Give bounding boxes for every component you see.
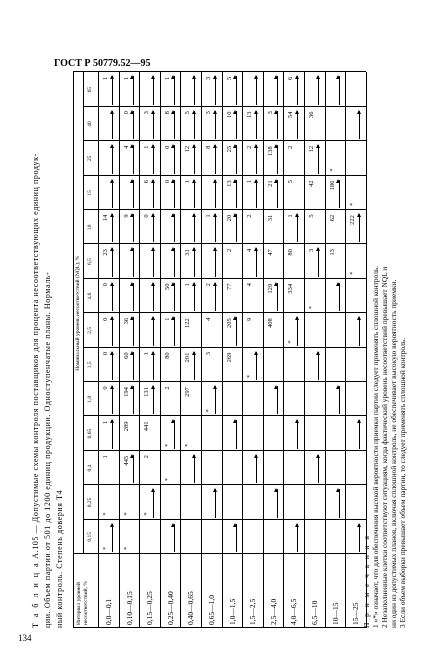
plan-value: 0 <box>102 317 109 321</box>
plan-value: 13 <box>328 249 336 256</box>
arrow-segment <box>112 214 113 242</box>
row-header: 2,5—4,0 <box>268 598 278 625</box>
plan-value: 131 <box>143 387 151 397</box>
plan-value: 42 <box>308 180 315 187</box>
full-inspection-mark: * <box>328 168 336 172</box>
arrow-segment <box>112 111 113 139</box>
plan-value: 0 <box>102 386 109 390</box>
arrow-segment <box>112 352 113 380</box>
row-separator <box>263 72 264 628</box>
full-inspection-mark: * <box>246 374 254 378</box>
plan-value: 4 <box>246 283 254 287</box>
arrow-segment <box>153 489 154 517</box>
plan-value: 3 <box>143 111 151 115</box>
arrow-segment <box>215 111 216 139</box>
arrow-segment <box>277 76 278 104</box>
full-inspection-mark: * <box>205 409 212 413</box>
arrow-segment <box>112 283 113 311</box>
plan-value: 2 <box>246 145 254 149</box>
plan-value: 21 <box>266 180 274 187</box>
column-header: 10 <box>87 224 93 230</box>
arrow-segment <box>133 248 134 276</box>
arrow-segment <box>359 524 360 552</box>
column-separator <box>83 140 366 141</box>
arrow-segment <box>194 248 195 276</box>
note-2-continued: ни один из допустимых планов, включая сплошной контроль, не обеспечивает высокую вероятность приемки. <box>389 279 398 628</box>
row-separator <box>304 72 305 628</box>
plan-value: 12 <box>184 145 192 153</box>
full-inspection-mark: * <box>163 477 171 482</box>
arrow-segment <box>318 352 319 380</box>
full-inspection-mark: * <box>143 512 151 516</box>
column-header: 4,0 <box>87 292 93 300</box>
plan-value: 9 <box>122 214 130 218</box>
plan-value: 1 <box>102 455 109 459</box>
row-separator <box>345 72 346 628</box>
caption-line-2: ции. Объем партии от 501 до 1200 единиц продукции. Одноступенчатые планы. Нормаль- <box>43 271 52 628</box>
column-separator <box>83 347 366 348</box>
arrow-segment <box>236 214 237 242</box>
plan-value: 1 <box>143 145 151 149</box>
row-separator <box>222 72 223 628</box>
arrow-segment <box>297 524 298 552</box>
full-inspection-mark: * <box>102 546 109 550</box>
row-header: 0,0—0,1 <box>104 598 113 625</box>
row-header-label: Интервал уровней несоответствий, % <box>76 581 89 625</box>
arrow-segment <box>153 317 154 345</box>
arrow-segment <box>215 386 216 414</box>
plan-value: 5 <box>225 76 233 80</box>
column-separator <box>83 175 366 176</box>
row-separator <box>283 72 284 628</box>
column-header: 15 <box>87 190 93 196</box>
arrow-segment <box>153 283 154 311</box>
arrow-segment <box>256 180 257 208</box>
arrow-segment <box>174 76 175 104</box>
plan-value: 25 <box>225 145 233 153</box>
arrow-segment <box>339 386 340 414</box>
plan-value: 0 <box>102 351 109 356</box>
plan-value: 4 <box>205 317 212 321</box>
arrow-segment <box>153 386 154 414</box>
plan-value: 3 <box>266 111 274 115</box>
plan-value: 2 <box>143 455 151 459</box>
plan-value: 1 <box>184 283 192 287</box>
plan-value: 1 <box>102 76 109 80</box>
full-inspection-mark: * <box>122 512 130 516</box>
arrow-segment <box>236 76 237 104</box>
column-header: 2,5 <box>87 326 93 334</box>
plan-value: 54 <box>287 111 295 118</box>
arrow-segment <box>215 180 216 208</box>
caption-lead: Т а б л и ц а <box>31 561 40 628</box>
column-header: 0,25 <box>87 497 93 508</box>
plan-value: 6 <box>287 76 295 80</box>
plan-value: 2 <box>163 386 171 390</box>
plan-value: 14 <box>102 214 109 222</box>
plan-value: 0 <box>143 214 151 218</box>
row-separator <box>180 72 181 628</box>
arrow-segment <box>112 248 113 276</box>
page-number: 134 <box>18 633 32 643</box>
row-separator <box>139 72 140 628</box>
plan-value: 5 <box>184 111 192 115</box>
plan-value: 1 <box>184 179 192 184</box>
arrow-segment <box>215 145 216 173</box>
document-code: ГОСТ Р 50779.52—95 <box>54 58 151 69</box>
plan-value: 1 <box>246 179 254 184</box>
arrow-segment <box>112 317 113 345</box>
plan-value: 80 <box>163 352 171 359</box>
row-header: 0,10—0,15 <box>124 591 134 625</box>
plan-value: 0 <box>102 283 109 287</box>
arrow-segment <box>297 214 298 242</box>
column-separator <box>83 106 366 107</box>
arrow-segment <box>133 76 134 104</box>
arrow-segment <box>174 214 175 242</box>
column-header: 0,65 <box>87 428 93 439</box>
plan-value: 80 <box>287 249 295 256</box>
arrow-segment <box>153 145 154 173</box>
plan-value: 3 <box>205 76 212 80</box>
arrow-segment <box>174 524 175 552</box>
arrow-segment <box>236 317 237 345</box>
arrow-segment <box>215 214 216 242</box>
plan-value: 138 <box>266 146 274 156</box>
column-header: 40 <box>87 121 93 127</box>
plan-value: 77 <box>225 283 233 290</box>
arrow-segment <box>174 180 175 208</box>
arrow-segment <box>297 76 298 104</box>
arrow-segment <box>153 111 154 139</box>
plan-value: 50 <box>163 283 171 290</box>
row-header: 4,0—6,5 <box>289 598 299 625</box>
row-header: 6,5—10 <box>310 600 319 625</box>
plan-value: 4 <box>246 248 254 252</box>
arrow-segment <box>112 76 113 104</box>
arrow-segment <box>256 352 257 380</box>
plan-value: 10 <box>225 111 233 118</box>
plan-value: 2 <box>246 214 254 218</box>
arrow-segment <box>153 248 154 276</box>
arrow-segment <box>174 145 175 173</box>
arrow-segment <box>194 283 195 311</box>
arrow-segment <box>174 111 175 139</box>
plan-value: 0 <box>163 145 171 149</box>
arrow-segment <box>133 214 134 242</box>
plan-value: 8 <box>205 145 212 149</box>
plan-value: 9 <box>246 317 254 321</box>
arrow-segment <box>236 524 237 552</box>
column-separator <box>83 415 366 416</box>
caption-line-3: ный контроль. Степень доверия Т4 <box>55 489 64 628</box>
arrow-segment <box>112 524 113 552</box>
table-caption <box>30 88 66 628</box>
arrow-segment <box>194 111 195 139</box>
arrow-segment <box>153 352 154 380</box>
plan-value: 205 <box>225 318 233 328</box>
plan-value: 222 <box>349 215 357 225</box>
column-separator <box>83 312 366 313</box>
arrow-segment <box>318 145 319 173</box>
plan-value: 269 <box>225 352 233 363</box>
arrow-segment <box>277 283 278 311</box>
note-3: 3 Если объем выборки превышает объем партии, то следует применять сплошной контроль. <box>398 337 407 628</box>
arrow-segment <box>256 455 257 483</box>
plan-value: 2 <box>205 283 212 287</box>
row-separator <box>325 72 326 628</box>
arrow-segment <box>133 352 134 380</box>
arrow-segment <box>215 283 216 311</box>
plan-value: 31 <box>184 249 192 256</box>
arrow-segment <box>359 111 360 139</box>
plan-value: 1 <box>102 420 109 424</box>
arrow-segment <box>133 317 134 345</box>
full-inspection-mark: * <box>349 271 357 275</box>
arrow-segment <box>359 420 360 448</box>
column-separator <box>83 484 366 485</box>
full-inspection-mark: * <box>163 443 171 447</box>
arrow-segment <box>359 214 360 242</box>
plan-value: 60 <box>122 352 130 359</box>
table-border-left <box>73 627 366 628</box>
plan-value: 47 <box>266 249 274 256</box>
arrow-segment <box>277 111 278 139</box>
column-separator <box>83 450 366 451</box>
full-inspection-mark: * <box>287 340 295 344</box>
column-separator <box>83 381 366 382</box>
arrow-segment <box>174 420 175 448</box>
arrow-segment <box>174 283 175 311</box>
arrow-segment <box>256 76 257 104</box>
plan-value: 194 <box>122 387 130 397</box>
arrow-segment <box>236 145 237 173</box>
plan-value: 129 <box>266 283 274 294</box>
arrow-segment <box>133 455 134 483</box>
arrow-segment <box>215 489 216 517</box>
arrow-segment <box>277 386 278 414</box>
arrow-segment <box>194 214 195 242</box>
arrow-segment <box>133 180 134 208</box>
nql-header-rule <box>83 72 84 554</box>
row-header: 0,40—0,65 <box>186 591 196 625</box>
row-separator <box>201 72 202 628</box>
plan-value: 1 <box>163 317 171 321</box>
arrow-segment <box>277 145 278 173</box>
arrow-segment <box>297 111 298 139</box>
note-1: 1 «*» означает, что для обеспечения высокой вероятности приемки партии следует применять сплошной контроль. <box>371 265 380 628</box>
plan-value: 62 <box>328 214 336 222</box>
plan-value: 5 <box>308 214 315 218</box>
plan-value: 31 <box>266 214 274 222</box>
plan-value: 0 <box>122 111 130 115</box>
row-header: 0,15—0,25 <box>145 591 155 625</box>
column-header: 6,5 <box>87 258 93 266</box>
arrow-segment <box>236 111 237 139</box>
plan-value: 23 <box>102 249 109 256</box>
arrow-segment <box>215 76 216 104</box>
plan-value: 334 <box>287 283 295 294</box>
full-inspection-mark: * <box>122 546 130 550</box>
table-border-top <box>73 72 74 628</box>
row-separator <box>242 72 243 628</box>
row-header: 1,5—2,5 <box>248 598 258 625</box>
plan-value: 1 <box>205 214 212 218</box>
plan-value: 297 <box>184 387 192 397</box>
arrow-segment <box>112 386 113 414</box>
plan-value: 36 <box>308 111 315 118</box>
table-border-right <box>73 71 366 72</box>
arrow-segment <box>318 76 319 104</box>
column-separator <box>83 519 366 520</box>
column-header: 1,0 <box>87 395 93 403</box>
plan-value: 4 <box>122 145 130 149</box>
full-inspection-mark: * <box>308 305 315 310</box>
plan-value: 13 <box>225 180 233 187</box>
plan-value: 0 <box>163 179 171 184</box>
row-separator <box>119 72 120 628</box>
arrow-segment <box>297 317 298 345</box>
plan-value: 2 <box>287 145 295 149</box>
row-header: 15—25 <box>351 602 361 625</box>
column-header: 0,15 <box>87 532 93 542</box>
plan-value: 36 <box>122 317 130 325</box>
arrow-segment <box>174 248 175 276</box>
arrow-segment <box>236 420 237 448</box>
arrow-segment <box>318 248 319 276</box>
column-header: 65 <box>87 86 93 93</box>
plan-value: 1 <box>287 214 295 218</box>
arrow-segment <box>256 145 257 173</box>
arrow-segment <box>277 489 278 517</box>
arrow-segment <box>174 317 175 345</box>
column-header: 25 <box>87 155 93 162</box>
plan-value: 20 <box>225 214 233 222</box>
full-inspection-mark: * <box>349 202 357 206</box>
arrow-segment <box>133 145 134 173</box>
plan-value: 1 <box>163 76 171 80</box>
arrow-segment <box>153 180 154 208</box>
arrow-segment <box>133 111 134 139</box>
column-header: 0,4 <box>87 464 93 472</box>
arrow-segment <box>194 180 195 208</box>
arrow-segment <box>339 76 340 104</box>
arrow-segment <box>194 455 195 483</box>
column-separator <box>73 553 366 554</box>
row-header: 1,0—1,5 <box>227 598 237 625</box>
row-header: 0,65—1,0 <box>207 595 216 625</box>
column-separator <box>83 209 366 210</box>
arrow-segment <box>194 352 195 380</box>
caption-line-1: А.105 — Допустимые схемы контроля поставщиков для процента несоответствующих единиц продук- <box>31 153 40 562</box>
plan-value: 12 <box>308 145 315 153</box>
row-header: 0,25—0,40 <box>165 591 175 625</box>
plan-value: 5 <box>287 179 295 184</box>
arrow-segment <box>112 180 113 208</box>
plan-value: 1 <box>122 76 130 80</box>
arrow-segment <box>133 283 134 311</box>
arrow-segment <box>194 76 195 104</box>
column-separator <box>83 243 366 244</box>
row-separator <box>160 72 161 628</box>
plan-value: 2 <box>225 248 233 252</box>
arrow-segment <box>153 76 154 104</box>
arrow-segment <box>133 386 134 414</box>
plan-value: 289 <box>122 421 130 432</box>
column-separator <box>83 278 366 279</box>
arrow-segment <box>339 180 340 208</box>
arrow-segment <box>297 420 298 448</box>
nql-header-label: Номинальный уровень несоответствий (NQL), % <box>75 255 81 371</box>
arrow-segment <box>318 455 319 483</box>
plan-value: 13 <box>246 111 254 118</box>
arrow-segment <box>112 145 113 173</box>
plan-value: 3 <box>308 248 315 252</box>
plan-value: 408 <box>266 318 274 328</box>
arrow-segment <box>359 317 360 345</box>
plan-value: 3 <box>205 351 212 356</box>
column-header: 1,5 <box>87 361 93 369</box>
arrow-segment <box>194 145 195 173</box>
plan-value: 6 <box>143 179 151 184</box>
plan-value: 122 <box>184 318 192 328</box>
arrow-segment <box>215 248 216 276</box>
arrow-segment <box>236 180 237 208</box>
plan-value: 186 <box>328 180 336 191</box>
header-bottom-rule <box>98 72 99 628</box>
plan-value: 8 <box>163 111 171 115</box>
full-inspection-mark: * <box>184 443 192 447</box>
notes-title: П р и м е ч а н и я <box>362 534 371 628</box>
arrow-segment <box>256 248 257 276</box>
plan-value: 3 <box>205 111 212 115</box>
plan-value: 441 <box>143 421 151 432</box>
plan-value: 201 <box>184 352 192 363</box>
rotated-page-content <box>30 68 410 628</box>
plan-value: 1 <box>143 351 151 356</box>
arrow-segment <box>339 489 340 517</box>
arrow-segment <box>153 214 154 242</box>
arrow-segment <box>277 180 278 208</box>
row-header: 10—15 <box>330 602 340 625</box>
plan-value: 445 <box>122 455 130 466</box>
arrow-segment <box>256 111 257 139</box>
note-2: 2 Незаполненные клетки соответствуют ситуациям, когда фактический уровень несоответствий превышает NQL и <box>380 266 389 628</box>
full-inspection-mark: * <box>102 512 109 516</box>
arrow-segment <box>112 420 113 448</box>
arrow-segment <box>339 283 340 311</box>
